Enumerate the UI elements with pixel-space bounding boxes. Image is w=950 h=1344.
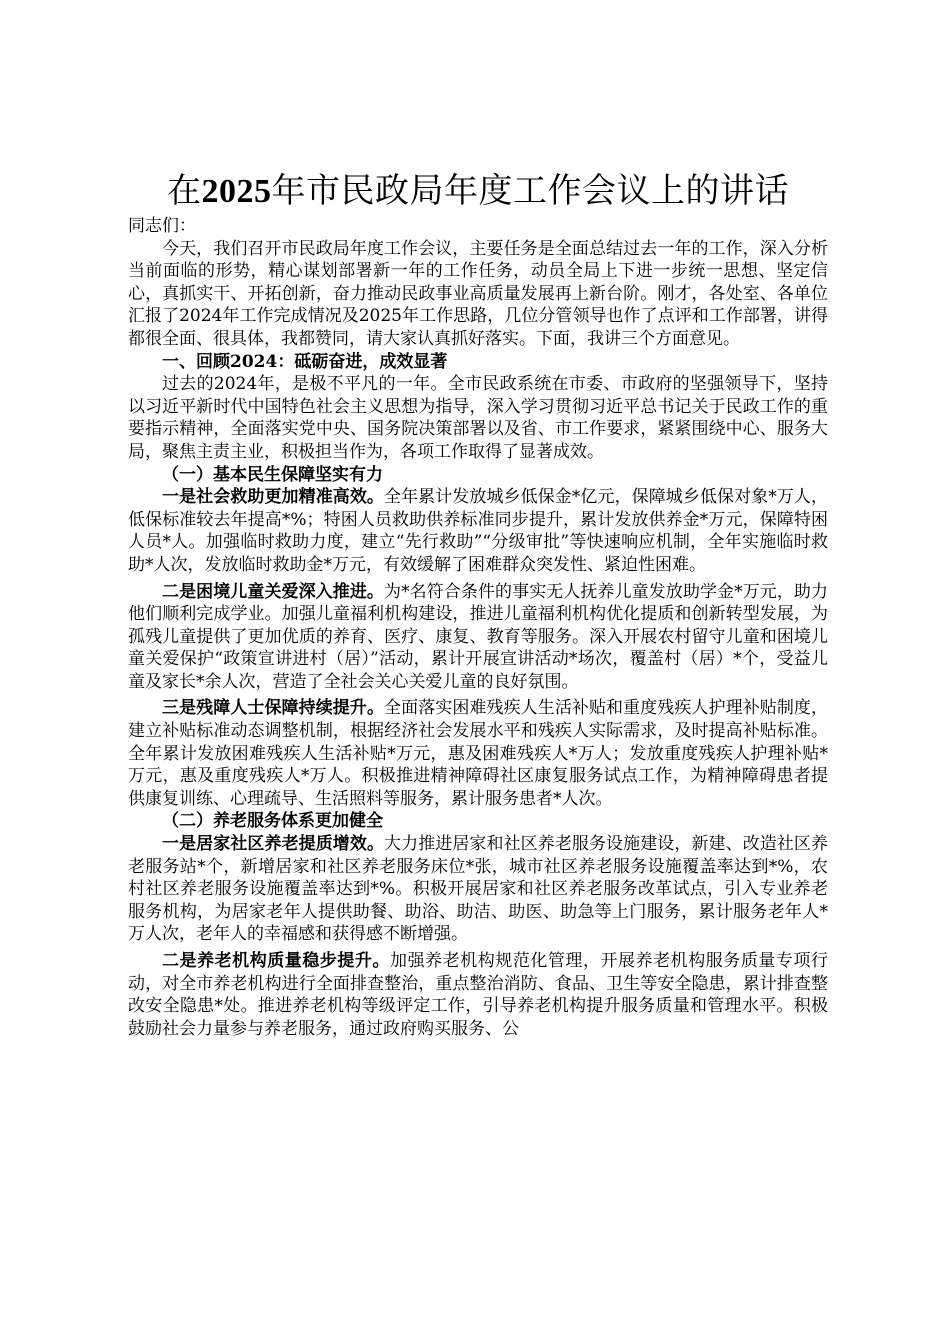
item-text: 全年累计发放城乡低保金*亿元，保障城乡低保对象*万人，低保标准较去年提高*%；特困人员救助供养标准同步提升，累计发放供养金*万元，保障特困人员*人。加强临时救助力度，建立“先行救助”“分级审批”等快速响应机制，全年实施临时救助*人次，发放临时救助金*万元，有效缓解了困难群众突发性、紧迫性困难。 [128,487,828,575]
title-suffix: 年市民政局年度工作会议上的讲话 [271,171,789,211]
item-lead: 一是社会救助更加精准高效。 [162,487,384,508]
subsection-2-heading: （二）养老服务体系更加健全 [162,811,383,832]
subsection-2-item-2 [128,950,828,1040]
item-lead: 三是残障人士保障持续提升。 [162,698,385,719]
item-text: 为*名符合条件的事实无人抚养儿童发放助学金*万元，助力他们顺利完成学业。加强儿童福利机构建设，推进儿童福利机构优化提质和创新转型发展，为孤残儿童提供了更加优质的养育、医疗、康复、教育等服务。深入开展农村留守儿童和困境儿童关爱保护“政策宣讲进村（居）”活动，累计开展宣讲活动*场次，覆盖村（居）*个，受益儿童及家长*余人次，营造了全社会关心关爱儿童的良好氛围。 [128,581,828,692]
subsection-1-heading: （一）基本民生保障坚实有力 [162,464,383,485]
item-lead: 二是困境儿童关爱深入推进。 [162,581,384,602]
subsection-1-item-2 [128,581,828,694]
subsection-1-item-3 [128,697,828,810]
title-prefix: 在 [167,171,202,211]
section-1-paragraph: 过去的2024年，是极不平凡的一年。全市民政系统在市委、市政府的坚强领导下，坚持以习近平新时代中国特色社会主义思想为指导，深入学习贯彻习近平总书记关于民政工作的重要指示精神，全面落实党中央、国务院决策部署以及省、市工作要求，紧紧围绕中心、服务大局，聚焦主责主业，积极担当作为，各项工作取得了显著成效。 [128,374,828,462]
item-text: 大力推进居家和社区养老服务设施建设，新建、改造社区养老服务站*个，新增居家和社区养老服务床位*张，城市社区养老服务设施覆盖率达到*%，农村社区养老服务设施覆盖率达到*%。积极开展居家和社区养老服务改革试点，引入专业养老服务机构，为居家老年人提供助餐、助浴、助洁、助医、助急等上门服务，累计服务老年人*万人次，老年人的幸福感和获得感不断增强。 [128,834,829,945]
item-lead: 一是居家社区养老提质增效。 [162,834,385,855]
title-year: 2025 [201,173,272,210]
item-lead: 二是养老机构质量稳步提升。 [162,951,391,971]
document-body [128,215,828,1040]
item-text: 全面落实困难残疾人生活补贴和重度残疾人护理补贴制度，建立补贴标准动态调整机制，根据经济社会发展水平和残疾人实际需求，及时提高补贴标准。全年累计发放困难残疾人生活补贴*万元，惠及困难残疾人*万人；发放重度残疾人护理补贴*万元，惠及重度残疾人*万人。积极推进精神障碍社区康复服务试点工作，为精神障碍患者提供康复训练、心理疏导、生活照料等服务，累计服务患者*人次。 [128,698,829,809]
document-title [128,168,828,215]
intro-paragraph: 今天，我们召开市民政局年度工作会议，主要任务是全面总结过去一年的工作，深入分析当前面临的形势，精心谋划部署新一年的工作任务，动员全局上下进一步统一思想、坚定信心，真抓实干、开拓创新，奋力推动民政事业高质量发展再上新台阶。刚才，各处室、各单位汇报了2024年工作完成情况及2025年工作思路，几位分管领导也作了点评和工作部署，讲得都很全面、很具体，我都赞同，请大家认真抓好落实。下面，我讲三个方面意见。 [128,238,828,349]
section-1-heading: 一、回顾2024：砥砺奋进，成效显著 [162,351,448,372]
document-page [128,168,828,1040]
salutation: 同志们： [128,216,196,236]
subsection-1-item-1 [128,486,828,576]
item-text: 加强养老机构规范化管理，开展养老机构服务质量专项行动，对全市养老机构进行全面排查整治，重点整治消防、食品、卫生等安全隐患，累计排查整改安全隐患*处。推进养老机构等级评定工作，引导养老机构提升服务质量和管理水平。积极鼓励社会力量参与养老服务，通过政府购买服务、公 [128,951,829,1039]
subsection-2-item-1 [128,833,828,946]
